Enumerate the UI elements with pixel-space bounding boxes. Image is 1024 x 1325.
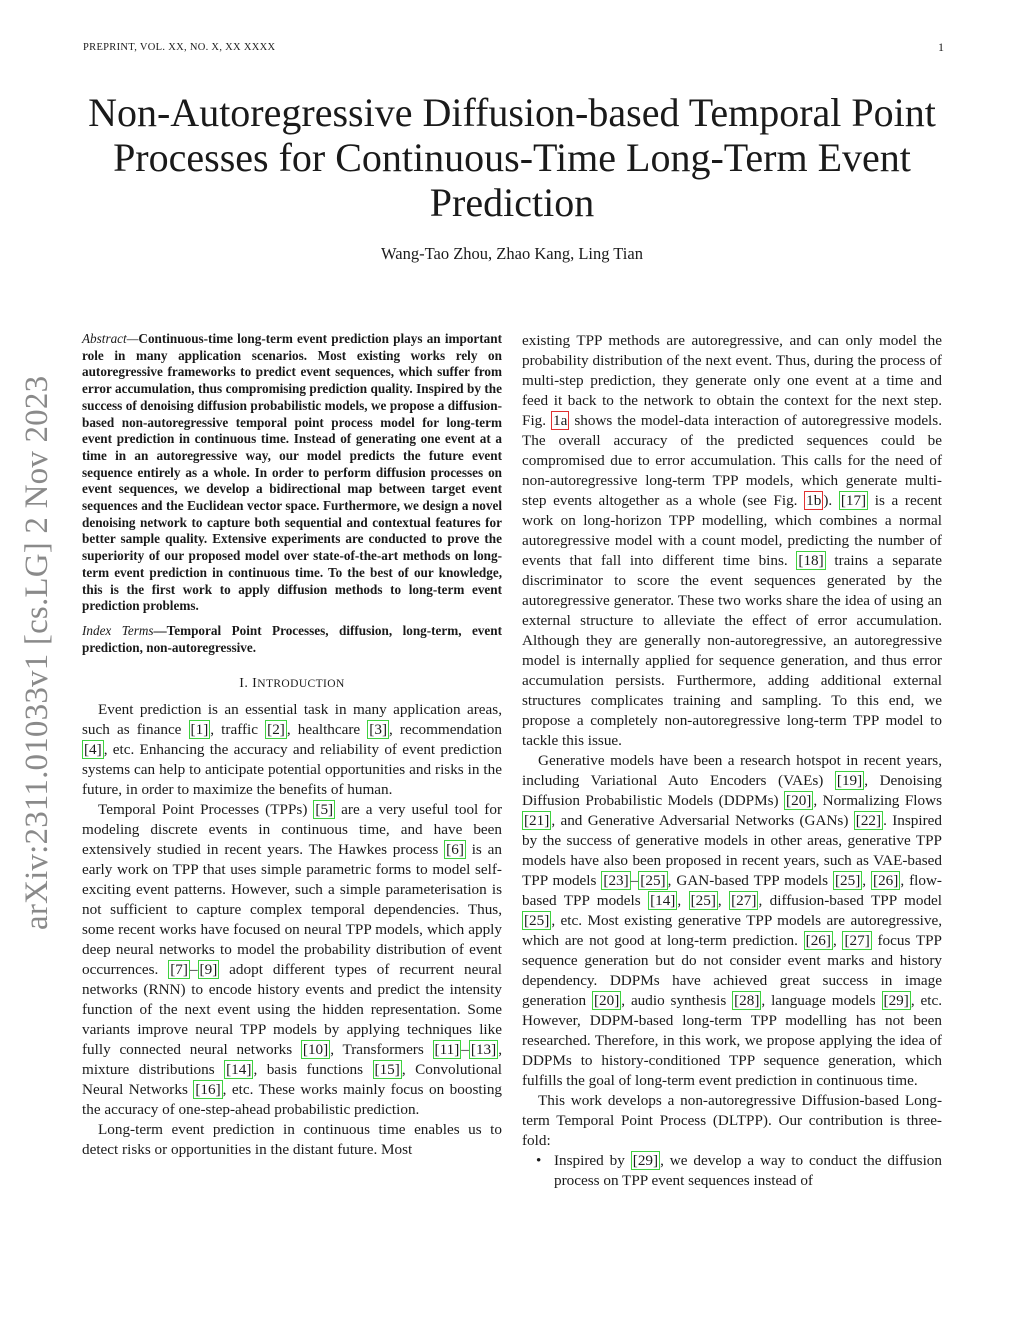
citation-link[interactable]: [1] [190, 721, 209, 739]
title-line: Processes for Continuous-Time Long-Term Event [113, 135, 911, 180]
list-item [536, 1151, 942, 1191]
paragraph: Long-term event prediction in continuous time enables us to detect risks or opportunities in the distant future. Most [82, 1121, 502, 1159]
paragraph: Temporal Point Processes (TPPs) [5] are a very useful tool for modeling discrete events in continuous time, and have been extensively studied in recent years. The Hawkes process [6] is an early work on TPP that uses simple parametric forms to model self-exciting event patterns. However, such a simple parameterisation is not sufficient to capture complex temporal dependencies. Thus, some recent works have focused on neural TPP models, which apply deep neural networks to model the probability distribution of event occurrences. [7] – [9] adopt different types of recurrent neural networks (RNN) to encode history events and predict the intensity function of the next event using the hidden representation. Some variants improve neural TPP models by applying techniques like fully connected neural networks [10] , Transformers [11] – [13] , mixture distributions [14] , basis functions [15] , Convolutional Neural Networks [16] , etc. These works mainly focus on boosting the accuracy of one-step-ahead probabilistic prediction. [82, 801, 503, 1119]
abstract [82, 331, 502, 615]
citation-link[interactable]: [4] [84, 741, 102, 759]
citation-link[interactable]: [10] [302, 1041, 329, 1059]
citation-link[interactable]: [6] [446, 841, 464, 859]
citation-link[interactable]: [29] [883, 992, 909, 1009]
paper-title [60, 90, 964, 225]
citation-link[interactable]: [25] [690, 892, 716, 909]
citation-link[interactable]: [7] [170, 961, 188, 979]
index-terms-label: Index Terms [82, 622, 154, 638]
list-item-text: Inspired by [29] , we develop a way to conduct the diffusion process on TPP event sequences instead of [554, 1152, 942, 1189]
citation-link[interactable]: [27] [731, 892, 757, 909]
citation-link[interactable]: [20] [786, 792, 812, 809]
title-line: Prediction [429, 180, 595, 225]
citation-link[interactable]: [17] [840, 492, 867, 509]
abstract-label: Abstract— [82, 331, 139, 346]
figure-link[interactable]: 1a [553, 412, 568, 429]
citation-link[interactable]: [22] [855, 812, 882, 829]
arxiv-stamp: arXiv:2311.01033v1 [cs.LG] 2 Nov 2023 [19, 375, 55, 930]
abstract-text: Continuous-time long-term event prediction plays an important role in many application scenarios. Most existing works rely on autoregressive frameworks to predict event sequences, which suffer from error accumulation, thus compromising prediction quality. Inspired by the success of denoising diffusion probabilistic models, we propose a diffusion-based non-autoregressive temporal point process model for long-term event prediction in continuous time. Instead of generating one event at a time in an autoregressive way, our model predicts the future event sequence entirely as a whole. In order to perform diffusion processes on event sequences, we develop a bidirectional map between target event sequences and the Euclidean vector space. Furthermore, we design a novel denoising network to capture both sequential and contextual features for better sample quality. Extensive experiments are conducted to prove the superiority of our proposed model over state-of-the-art methods on long-term event prediction in continuous time. To the best of our knowledge, this is the first work to apply diffusion methods to long-term event prediction problems. [82, 331, 502, 614]
paragraph: This work develops a non-autoregressive Diffusion-based Long-term Temporal Point Process (DLTPP). Our contribution is three-fold: [522, 1092, 942, 1149]
running-header: PREPRINT, VOL. XX, NO. X, XX XXXX [83, 42, 276, 53]
citation-link[interactable]: [29] [632, 1152, 659, 1169]
author-list: Wang-Tao Zhou, Zhao Kang, Ling Tian [381, 244, 643, 263]
citation-link[interactable]: [14] [226, 1061, 252, 1079]
citation-link[interactable]: [18] [798, 552, 824, 569]
citation-link[interactable]: [25] [524, 912, 550, 929]
section-first-letter: I [252, 676, 258, 692]
citation-link[interactable]: [9] [199, 961, 218, 979]
citation-link[interactable]: [11] [434, 1041, 460, 1059]
paragraph: Generative models have been a research hotspot in recent years, including Variational Auto Encoders (VAEs) [19] , Denoising Diffusion Probabilistic Models (DDPMs) [20] , Normalizing Flows [21] , and Generative Adversarial Networks (GANs) [22] . Inspired by the success of generative models in other areas, generative TPP models have also been proposed in recent years, such as VAE-based TPP models [23] – [25] , GAN-based TPP models [25] , [26] , flow-based TPP models [14] , [25] , [27] , diffusion-based TPP model [25] , etc. Most existing generative TPP models are autoregressive, which are not good at long-term prediction. [26] , [27] focus TPP sequence generation but do not consider event marks and history dependency. DDPMs have achieved great success in image generation [20] , audio synthesis [28] , language models [29] , etc. However, DDPM-based long-term TPP modelling has not been researched. Therefore, in this work, we propose applying the idea of DDPMs to history-conditioned TPP sequence generation, which fulfills the goal of long-term event prediction in continuous time. [522, 752, 943, 1089]
section-numeral: I. [239, 676, 253, 692]
citation-link[interactable]: [3] [369, 721, 388, 739]
citation-link[interactable]: [19] [836, 772, 863, 789]
citation-link[interactable]: [5] [315, 801, 334, 819]
citation-link[interactable]: [13] [470, 1041, 497, 1059]
paragraph: existing TPP methods are autoregressive, and can only model the probability distribution of the next event. Thus, during the process of multi-step prediction, they generate only one event at a time and feed it back to the network to obtain the context for the next step. Fig. 1a shows the model-data interaction of autoregressive models. The overall accuracy of the predicted sequences could be compromised due to error accumulation. This calls for the need of non-autoregressive long-term TPP models, which generate multi-step events altogether as a whole (see Fig. 1b ). [17] is a recent work on long-horizon TPP modelling, which combines a normal autoregressive model with a count model, predicting the number of events that fall into different time bins. [18] trains a separate discriminator to score the event sequences generated by the autoregressive generator. These two works share the idea of using an external structure to alleviate the effect of error accumulation. Although they are generally non-autoregressive, an autoregressive model is internally applied for sequence generation, and thus error accumulation persists. Furthermore, adding additional external structures complicates training and sampling. To this end, we propose a completely non-autoregressive long-term TPP model to tackle this issue. [522, 332, 943, 749]
index-terms [82, 623, 502, 656]
page-number: 1 [938, 40, 944, 54]
citation-link[interactable]: [26] [873, 872, 899, 889]
citation-link[interactable]: [21] [524, 812, 550, 829]
bullet-icon: • [536, 1152, 542, 1169]
citation-link[interactable]: [26] [805, 932, 831, 949]
title-line: Non-Autoregressive Diffusion-based Temporal Point [88, 90, 936, 135]
right-column [522, 331, 942, 1191]
citation-link[interactable]: [20] [593, 992, 620, 1009]
citation-link[interactable]: [25] [640, 872, 666, 889]
citation-link[interactable]: [23] [603, 872, 629, 889]
citation-link[interactable]: [28] [734, 992, 760, 1009]
section-heading-introduction [82, 674, 502, 694]
left-column [82, 331, 502, 1160]
citation-link[interactable]: [25] [834, 872, 861, 889]
figure-link[interactable]: 1b [806, 492, 822, 509]
citation-link[interactable]: [15] [374, 1061, 400, 1079]
contribution-list [522, 1151, 942, 1191]
index-terms-text: —Temporal Point Processes, diffusion, long-term, event prediction, non-autoregressive. [82, 622, 502, 655]
paragraph: Event prediction is an essential task in many application areas, such as finance [1] , traffic [2] , healthcare [3] , recommendation [4] , etc. Enhancing the accuracy and reliability of event prediction systems can help to anticipate potential opportunities and risks in the future, in order to maximize the benefits of human. [82, 701, 502, 799]
citation-link[interactable]: [27] [844, 932, 870, 949]
citation-link[interactable]: [2] [267, 721, 285, 739]
citation-link[interactable]: [14] [650, 892, 676, 909]
section-title-rest: NTRODUCTION [257, 678, 345, 691]
citation-link[interactable]: [16] [195, 1081, 221, 1099]
